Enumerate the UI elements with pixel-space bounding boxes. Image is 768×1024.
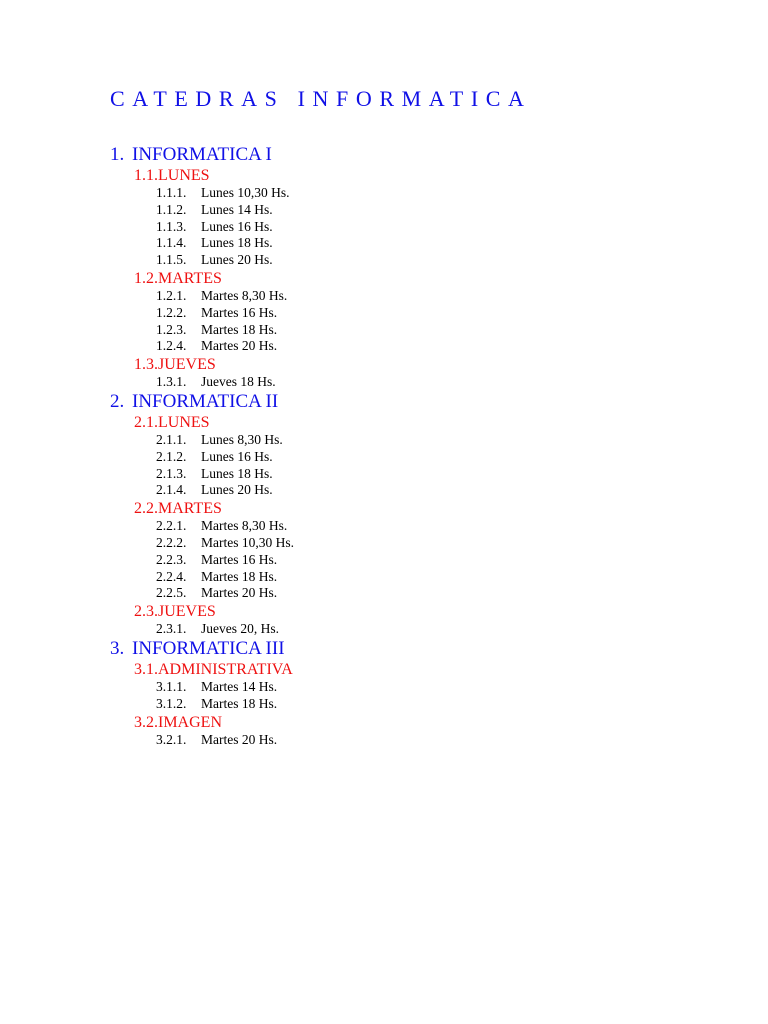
schedule-item-number: 2.1.4. bbox=[156, 482, 187, 498]
schedule-item bbox=[110, 585, 294, 602]
schedule-item bbox=[110, 288, 294, 305]
schedule-item-label: Martes 10,30 Hs. bbox=[201, 534, 294, 550]
day-title: MARTES bbox=[158, 500, 222, 518]
course-heading bbox=[110, 391, 294, 413]
day-number: 2.2. bbox=[134, 500, 158, 518]
day-title: IMAGEN bbox=[158, 713, 222, 731]
schedule-item bbox=[110, 482, 294, 499]
schedule-item-label: Lunes 16 Hs. bbox=[201, 448, 273, 464]
schedule-item-label: Jueves 18 Hs. bbox=[201, 374, 276, 390]
course-heading bbox=[110, 638, 294, 660]
schedule-item bbox=[110, 338, 294, 355]
schedule-item bbox=[110, 235, 294, 252]
schedule-item bbox=[110, 185, 294, 202]
schedule-item bbox=[110, 552, 294, 569]
schedule-item-label: Martes 14 Hs. bbox=[201, 678, 278, 694]
schedule-item-number: 3.1.2. bbox=[156, 695, 187, 711]
day-heading bbox=[110, 499, 294, 518]
day-heading bbox=[110, 166, 294, 185]
schedule-item-number: 2.2.5. bbox=[156, 585, 187, 601]
schedule-item bbox=[110, 219, 294, 236]
schedule-item bbox=[110, 696, 294, 713]
schedule-item-label: Martes 20 Hs. bbox=[201, 338, 278, 354]
schedule-item-label: Martes 20 Hs. bbox=[201, 731, 278, 747]
schedule-item-label: Lunes 16 Hs. bbox=[201, 218, 273, 234]
schedule-item bbox=[110, 535, 294, 552]
schedule-item-label: Lunes 18 Hs. bbox=[201, 235, 273, 251]
day-number: 3.2. bbox=[134, 713, 158, 731]
course-heading bbox=[110, 144, 294, 166]
schedule-item-label: Martes 18 Hs. bbox=[201, 695, 278, 711]
schedule-item bbox=[110, 569, 294, 586]
day-heading bbox=[110, 413, 294, 432]
schedule-item bbox=[110, 202, 294, 219]
schedule-item-label: Lunes 18 Hs. bbox=[201, 465, 273, 481]
day-number: 2.1. bbox=[134, 413, 158, 431]
day-heading bbox=[110, 602, 294, 621]
schedule-item-number: 3.1.1. bbox=[156, 678, 187, 694]
schedule-item-number: 2.1.2. bbox=[156, 448, 187, 464]
schedule-item-number: 2.2.1. bbox=[156, 518, 187, 534]
day-title: LUNES bbox=[158, 413, 210, 431]
course-number: 2. bbox=[110, 390, 125, 412]
schedule-item bbox=[110, 621, 294, 638]
schedule-item-label: Martes 16 Hs. bbox=[201, 304, 278, 320]
day-title: ADMINISTRATIVA bbox=[158, 660, 293, 678]
document-title: CATEDRAS INFORMATICA bbox=[110, 86, 532, 111]
schedule-item bbox=[110, 432, 294, 449]
day-number: 2.3. bbox=[134, 603, 158, 621]
schedule-item-label: Lunes 8,30 Hs. bbox=[201, 431, 283, 447]
schedule-item bbox=[110, 679, 294, 696]
day-title: LUNES bbox=[158, 167, 210, 184]
course-section bbox=[110, 144, 294, 391]
schedule-item-number: 2.3.1. bbox=[156, 621, 187, 637]
schedule-item bbox=[110, 732, 294, 749]
day-heading bbox=[110, 660, 294, 679]
schedule-item-label: Lunes 10,30 Hs. bbox=[201, 185, 290, 200]
schedule-item-number: 1.3.1. bbox=[156, 374, 187, 390]
day-number: 3.1. bbox=[134, 660, 158, 678]
day-heading bbox=[110, 355, 294, 374]
course-title: INFORMATICA I bbox=[132, 144, 272, 165]
course-section bbox=[110, 638, 294, 748]
schedule-item-label: Martes 16 Hs. bbox=[201, 551, 278, 567]
day-heading bbox=[110, 713, 294, 732]
course-number: 1. bbox=[110, 144, 125, 165]
schedule-item-label: Martes 8,30 Hs. bbox=[201, 287, 288, 303]
schedule-item-number: 1.1.1. bbox=[156, 185, 187, 200]
schedule-item-number: 2.1.1. bbox=[156, 431, 187, 447]
schedule-item-label: Lunes 14 Hs. bbox=[201, 201, 273, 217]
day-title: JUEVES bbox=[158, 356, 216, 374]
schedule-item-number: 1.1.5. bbox=[156, 252, 187, 268]
schedule-item bbox=[110, 305, 294, 322]
day-title: MARTES bbox=[158, 269, 222, 287]
schedule-item bbox=[110, 518, 294, 535]
schedule-item bbox=[110, 449, 294, 466]
schedule-item-number: 3.2.1. bbox=[156, 731, 187, 747]
schedule-item-label: Jueves 20, Hs. bbox=[201, 621, 279, 637]
course-title: INFORMATICA II bbox=[132, 390, 279, 412]
schedule-item-label: Lunes 20 Hs. bbox=[201, 252, 273, 268]
course-section bbox=[110, 391, 294, 638]
schedule-item-number: 1.2.4. bbox=[156, 338, 187, 354]
day-number: 1.3. bbox=[134, 356, 158, 374]
schedule-item bbox=[110, 374, 294, 391]
schedule-item-number: 2.2.3. bbox=[156, 551, 187, 567]
day-number: 1.1. bbox=[134, 167, 158, 184]
schedule-item-label: Lunes 20 Hs. bbox=[201, 482, 273, 498]
schedule-item bbox=[110, 252, 294, 269]
schedule-item-number: 1.1.4. bbox=[156, 235, 187, 251]
schedule-item-label: Martes 8,30 Hs. bbox=[201, 518, 288, 534]
schedule-item-number: 1.2.1. bbox=[156, 287, 187, 303]
schedule-item-number: 1.1.2. bbox=[156, 201, 187, 217]
day-number: 1.2. bbox=[134, 269, 158, 287]
schedule-item-number: 1.1.3. bbox=[156, 218, 187, 234]
course-number: 3. bbox=[110, 637, 125, 659]
schedule-item-number: 1.2.2. bbox=[156, 304, 187, 320]
schedule-item-label: Martes 18 Hs. bbox=[201, 568, 278, 584]
schedule-item-number: 2.2.2. bbox=[156, 534, 187, 550]
schedule-item bbox=[110, 466, 294, 483]
schedule-item-number: 1.2.3. bbox=[156, 321, 187, 337]
schedule-item-label: Martes 20 Hs. bbox=[201, 585, 278, 601]
schedule-item bbox=[110, 322, 294, 339]
schedule-item-number: 2.1.3. bbox=[156, 465, 187, 481]
schedule-item-label: Martes 18 Hs. bbox=[201, 321, 278, 337]
outline-list bbox=[110, 144, 294, 748]
schedule-item-number: 2.2.4. bbox=[156, 568, 187, 584]
course-title: INFORMATICA III bbox=[132, 637, 285, 659]
day-heading bbox=[110, 269, 294, 288]
day-title: JUEVES bbox=[158, 603, 216, 621]
